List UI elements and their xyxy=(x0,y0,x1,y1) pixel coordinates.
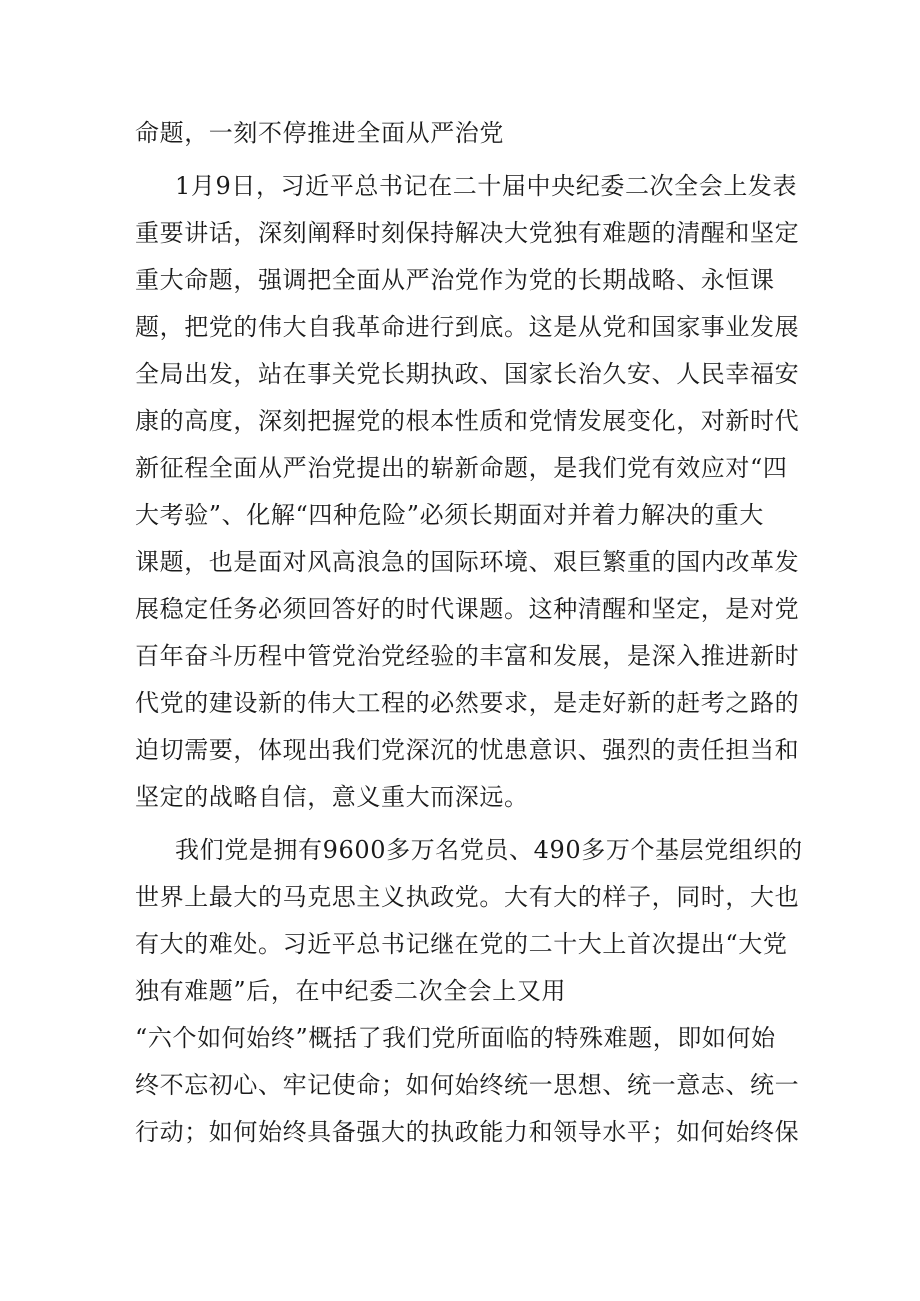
text-line-2: 1月9日，习近平总书记在二十届中央纪委二次全会上发表 xyxy=(175,172,798,200)
text-line-17: 世界上最大的马克思主义执政党。大有大的样子，同时，大也 xyxy=(135,883,800,911)
text-line-21: 终不忘初心、牢记使命；如何始终统一思想、统一意志、统一 xyxy=(135,1071,800,1099)
text-line-12: 百年奋斗历程中管党治党经验的丰富和发展，是深入推进新时 xyxy=(135,642,800,670)
text-line-9: 大考验”、化解“四种危险”必须长期面对并着力解决的重大 xyxy=(135,501,765,529)
text-line-7: 康的高度，深刻把握党的根本性质和党情发展变化，对新时代 xyxy=(135,407,800,435)
text-line-22: 行动；如何始终具备强大的执政能力和领导水平；如何始终保 xyxy=(135,1118,800,1146)
text-line-13: 代党的建设新的伟大工程的必然要求，是走好新的赶考之路的 xyxy=(135,689,800,717)
text-line-11: 展稳定任务必须回答好的时代课题。这种清醒和坚定，是对党 xyxy=(135,595,800,623)
text-line-5: 题，把党的伟大自我革命进行到底。这是从党和国家事业发展 xyxy=(135,313,800,341)
text-line-15: 坚定的战略自信，意义重大而深远。 xyxy=(135,783,529,811)
text-line-6: 全局出发，站在事关党长期执政、国家长治久安、人民幸福安 xyxy=(135,360,800,388)
text-line-18: 有大的难处。习近平总书记继在党的二十大上首次提出“大党 xyxy=(135,930,788,958)
text-line-19: 独有难题”后，在中纪委二次全会上又用 xyxy=(135,977,567,1005)
body-text xyxy=(135,110,803,1156)
text-line-10: 课题，也是面对风高浪急的国际环境、艰巨繁重的国内改革发 xyxy=(135,548,800,576)
text-line-16: 我们党是拥有9600多万名党员、490多万个基层党组织的 xyxy=(175,836,803,864)
text-line-1: 命题，一刻不停推进全面从严治党 xyxy=(135,119,504,147)
text-line-3: 重要讲话，深刻阐释时刻保持解决大党独有难题的清醒和坚定 xyxy=(135,219,800,247)
text-line-14: 迫切需要，体现出我们党深沉的忧患意识、强烈的责任担当和 xyxy=(135,736,800,764)
text-line-20: “六个如何始终”概括了我们党所面临的特殊难题，即如何始 xyxy=(135,1024,776,1052)
text-line-4: 重大命题，强调把全面从严治党作为党的长期战略、永恒课 xyxy=(135,266,775,294)
text-line-8: 新征程全面从严治党提出的崭新命题，是我们党有效应对“四 xyxy=(135,454,788,482)
